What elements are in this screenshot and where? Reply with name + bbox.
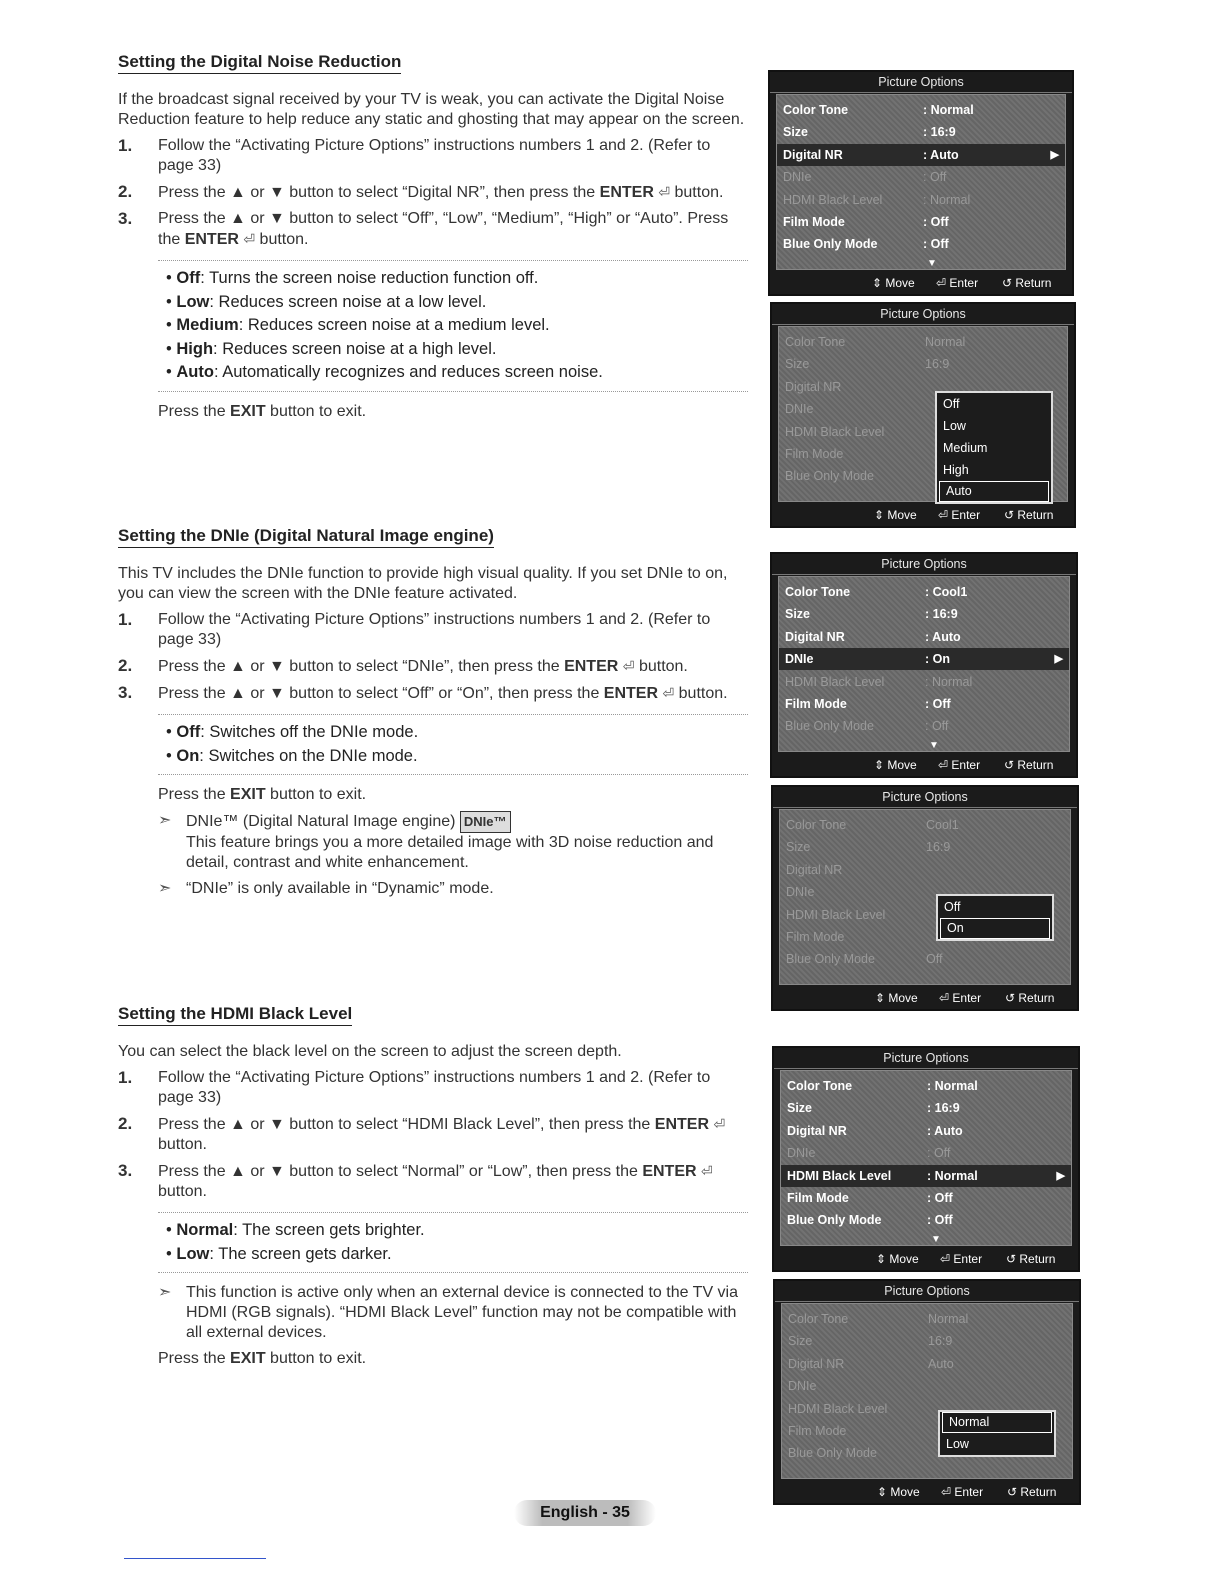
exit-instruction: Press the EXIT button to exit. [158, 402, 367, 420]
enter-hint: ⏎ Enter [938, 508, 981, 522]
osd-item-value: : Auto [923, 147, 959, 162]
osd-item-label: Film Mode [783, 215, 845, 229]
divider [124, 1558, 266, 1559]
osd-menu [781, 1303, 1073, 1479]
enter-icon: ⏎ [701, 1163, 713, 1179]
list-item: • High: Reduces screen noise at a high level. [166, 339, 497, 358]
enter-icon: ⏎ [658, 184, 671, 200]
step-1: 1. Follow the “Activating Picture Options” instructions numbers 1 and 2. (Refer to page 33) [118, 610, 711, 648]
osd-title: Picture Options [770, 72, 1072, 93]
osd-item-value: : 16:9 [927, 1101, 960, 1116]
enter-icon: ⏎ [662, 685, 675, 701]
list-item: • On: Switches on the DNIe mode. [166, 746, 418, 765]
osd-item-label: Digital NR [788, 1356, 845, 1371]
osd-item-label: Blue Only Mode [788, 1446, 877, 1461]
osd-menu-item[interactable] [782, 1375, 1072, 1397]
osd-menu-item[interactable] [782, 1353, 1072, 1375]
osd-item-label: Film Mode [785, 697, 847, 711]
osd-item-label: Color Tone [785, 585, 851, 599]
list-item: • Off: Switches off the DNIe mode. [166, 723, 419, 741]
osd-item-value: : Off [927, 1146, 951, 1161]
osd-item-label: Size [788, 1334, 813, 1349]
step-1: 1. Follow the “Activating Picture Options” instructions numbers 1 and 2. (Refer to page 33) [118, 1068, 711, 1106]
intro-text: This TV includes the DNIe function to provide high visual quality. If you set DNIe to on, you can view the screen with the DNIe feature activated. [118, 565, 728, 602]
osd-menu-item[interactable] [780, 948, 1070, 970]
osd-item-label: Digital NR [785, 379, 842, 394]
osd-item-value: : Normal [927, 1079, 978, 1093]
osd-item-value: Auto [928, 1356, 954, 1371]
step-3: 3. Press the ▲ or ▼ button to select “Normal” or “Low”, then press the ENTER ⏎ button. [118, 1161, 713, 1200]
note-arrow-icon: ➣ [158, 812, 172, 829]
osd-item-label: Blue Only Mode [787, 1213, 882, 1228]
osd-item-value: : Auto [927, 1123, 963, 1138]
osd-menu-item[interactable] [781, 1120, 1071, 1142]
osd-item-label: Film Mode [788, 1424, 847, 1438]
osd-item-label: DNIe [787, 1146, 816, 1161]
option-popup [936, 894, 1054, 941]
osd-item-label: HDMI Black Level [787, 1168, 892, 1183]
move-hint: ⇕ Move [875, 991, 918, 1005]
note-arrow-icon: ➣ [158, 880, 172, 897]
enter-hint: ⏎ Enter [939, 991, 982, 1005]
osd-item-label: Blue Only Mode [785, 719, 874, 734]
osd-item-value: Normal [925, 335, 966, 349]
picture-options-osd-1 [768, 70, 1074, 296]
osd-menu-item[interactable] [777, 211, 1065, 233]
osd-item-label: HDMI Black Level [786, 907, 886, 922]
move-hint: ⇕ Move [874, 508, 917, 522]
osd-title: Picture Options [774, 1048, 1078, 1069]
play-icon: ▶ [1056, 1169, 1065, 1182]
picture-options-osd-4 [771, 785, 1079, 1011]
osd-item-label: Film Mode [785, 447, 844, 461]
osd-item-value: 16:9 [928, 1334, 953, 1349]
intro-text: You can select the black level on the screen to adjust the screen depth. [118, 1043, 622, 1060]
osd-item-label: DNIe [786, 885, 815, 900]
osd-menu-item[interactable] [781, 1165, 1071, 1187]
osd-menu-item[interactable] [779, 715, 1069, 737]
popup-option[interactable]: Auto [939, 481, 1049, 502]
osd-item-value: Normal [928, 1312, 969, 1326]
enter-hint: ⏎ Enter [940, 1252, 983, 1266]
step-2: 2. Press the ▲ or ▼ button to select “DNIe”, then press the ENTER ⏎ button. [118, 656, 688, 675]
enter-icon: ⏎ [622, 658, 635, 674]
osd-menu [780, 1070, 1072, 1246]
osd-menu-item[interactable] [781, 1075, 1071, 1097]
section-title: Setting the DNIe (Digital Natural Image engine) [118, 526, 494, 548]
osd-footer [775, 1481, 1079, 1503]
osd-item-label: Blue Only Mode [786, 952, 875, 967]
osd-title: Picture Options [773, 787, 1077, 808]
osd-menu-item[interactable] [780, 836, 1070, 858]
osd-item-value: Cool1 [926, 818, 959, 832]
move-hint: ⇕ Move [876, 1252, 919, 1266]
step-1: 1. Follow the “Activating Picture Options” instructions numbers 1 and 2. (Refer to page 33) [118, 136, 711, 174]
osd-item-value: Off [926, 952, 943, 967]
osd-item-value: : On [925, 652, 950, 667]
osd-menu-item[interactable] [779, 671, 1069, 693]
option-popup [935, 391, 1053, 504]
move-hint: ⇕ Move [872, 276, 915, 290]
osd-item-label: Color Tone [783, 103, 849, 117]
note-arrow-icon: ➣ [158, 1284, 172, 1301]
note-hdmi: ➣ This function is active only when an external device is connected to the TV via HDMI (RGB signals). “HDMI Black Level” function may not be compatible with all external devices. [158, 1284, 739, 1341]
section-title: Setting the Digital Noise Reduction [118, 52, 401, 74]
osd-menu-item[interactable] [777, 189, 1065, 211]
osd-menu-item[interactable] [781, 1142, 1071, 1164]
list-item: • Normal: The screen gets brighter. [166, 1221, 425, 1239]
section-title: Setting the HDMI Black Level [118, 1004, 352, 1026]
osd-item-label: HDMI Black Level [785, 674, 885, 689]
osd-menu-item[interactable] [779, 581, 1069, 603]
osd-menu-item[interactable] [779, 693, 1069, 715]
option-list [158, 1212, 748, 1273]
popup-option[interactable]: Off [944, 900, 961, 914]
enter-hint: ⏎ Enter [941, 1485, 984, 1499]
return-hint: ↺ Return [1004, 508, 1054, 522]
section-digital-nr [118, 52, 748, 428]
osd-item-label: Color Tone [788, 1312, 849, 1326]
osd-menu [778, 326, 1068, 502]
move-hint: ⇕ Move [877, 1485, 920, 1499]
option-list [158, 714, 748, 775]
list-item: • Auto: Automatically recognizes and reduces screen noise. [166, 363, 603, 381]
osd-menu-item[interactable] [779, 353, 1067, 375]
osd-item-label: HDMI Black Level [788, 1401, 888, 1416]
osd-menu-item[interactable] [781, 1187, 1071, 1209]
osd-menu-item[interactable] [779, 648, 1069, 670]
osd-item-label: Digital NR [786, 862, 843, 877]
osd-menu [778, 576, 1070, 752]
osd-item-label: Size [786, 840, 811, 855]
osd-item-value: : Off [927, 1213, 953, 1228]
osd-menu-item[interactable] [777, 166, 1065, 188]
osd-item-label: Color Tone [787, 1079, 853, 1093]
return-hint: ↺ Return [1006, 1252, 1056, 1266]
return-hint: ↺ Return [1007, 1485, 1057, 1499]
osd-item-label: Digital NR [787, 1123, 847, 1138]
osd-item-value: : Auto [925, 629, 961, 644]
play-icon: ▶ [1050, 148, 1059, 161]
page-footer: English - 35 [514, 1500, 656, 1526]
return-hint: ↺ Return [1004, 758, 1054, 772]
list-item: • Low: Reduces screen noise at a low level. [166, 292, 487, 311]
osd-item-label: Blue Only Mode [783, 237, 878, 252]
osd-menu-item[interactable] [781, 1209, 1071, 1231]
return-hint: ↺ Return [1002, 276, 1052, 290]
osd-menu-item[interactable] [777, 121, 1065, 143]
scroll-down-icon: ▼ [929, 740, 939, 751]
osd-footer [773, 987, 1077, 1009]
list-item: • Low: The screen gets darker. [166, 1244, 392, 1263]
dnie-logo: DNIe™ [460, 811, 511, 833]
picture-options-osd-3 [770, 552, 1078, 778]
osd-menu-item[interactable] [779, 603, 1069, 625]
osd-menu-item[interactable] [780, 814, 1070, 836]
step-2: 2. Press the ▲ or ▼ button to select “HDMI Black Level”, then press the ENTER ⏎ button. [118, 1114, 726, 1153]
osd-item-value: : Off [925, 697, 951, 711]
osd-item-label: HDMI Black Level [783, 192, 883, 207]
list-item: • Off: Turns the screen noise reduction function off. [166, 269, 539, 287]
osd-footer [774, 1248, 1078, 1270]
osd-item-label: Color Tone [785, 335, 846, 349]
exit-instruction: Press the EXIT button to exit. [158, 1350, 367, 1367]
osd-item-value: : Off [923, 215, 949, 229]
osd-item-label: Film Mode [787, 1191, 849, 1205]
osd-item-value: : 16:9 [923, 125, 956, 140]
enter-icon: ⏎ [243, 231, 256, 247]
step-3: 3. Press the ▲ or ▼ button to select “Off”, “Low”, “Medium”, “High” or “Auto”. Press the ENTER ⏎ button. [118, 209, 729, 248]
popup-option[interactable]: Medium [943, 441, 988, 455]
osd-item-value: 16:9 [925, 357, 950, 372]
osd-item-value: : Normal [923, 192, 971, 207]
osd-menu-item[interactable] [777, 144, 1065, 166]
osd-item-value: : Off [923, 170, 947, 185]
option-popup [938, 1410, 1056, 1457]
osd-menu-item[interactable] [777, 99, 1065, 121]
osd-menu-item[interactable] [780, 859, 1070, 881]
osd-item-label: Blue Only Mode [785, 469, 874, 484]
osd-item-label: Digital NR [785, 629, 845, 644]
osd-item-label: Size [785, 607, 811, 622]
osd-item-value: : Normal [923, 103, 974, 117]
osd-menu [779, 809, 1071, 985]
osd-item-label: DNIe [785, 402, 814, 417]
osd-item-label: Color Tone [786, 818, 847, 832]
return-hint: ↺ Return [1005, 991, 1055, 1005]
osd-item-label: DNIe [785, 652, 814, 667]
picture-options-osd-2 [770, 302, 1076, 528]
move-hint: ⇕ Move [874, 758, 917, 772]
osd-footer [772, 504, 1074, 526]
scroll-down-icon: ▼ [931, 1234, 941, 1245]
osd-item-value: : Normal [927, 1168, 978, 1183]
osd-item-label: HDMI Black Level [785, 424, 885, 439]
osd-footer [770, 272, 1072, 294]
note-dnie: ➣ DNIe™ (Digital Natural Image engine) DNIe™ This feature brings you a more detailed image with 3D noise reduction and detail, contrast and white enhancement. [158, 812, 714, 871]
osd-menu-item[interactable] [781, 1097, 1071, 1119]
popup-option[interactable]: Low [943, 419, 966, 433]
osd-item-value: : Off [927, 1191, 953, 1205]
list-item: • Medium: Reduces screen noise at a medium level. [166, 316, 550, 334]
osd-title: Picture Options [772, 554, 1076, 575]
exit-instruction: Press the EXIT button to exit. [158, 786, 367, 803]
picture-options-osd-5 [772, 1046, 1080, 1272]
popup-option[interactable]: Off [943, 397, 960, 411]
osd-menu-item[interactable] [779, 331, 1067, 353]
osd-item-value: : Off [925, 719, 949, 734]
osd-item-value: : 16:9 [925, 607, 958, 622]
enter-hint: ⏎ Enter [936, 276, 979, 290]
osd-item-label: Digital NR [783, 147, 843, 162]
popup-option[interactable]: Normal [942, 1412, 1052, 1433]
osd-menu-item[interactable] [782, 1308, 1072, 1330]
osd-item-label: Size [787, 1101, 813, 1116]
note-dynamic: ➣ “DNIe” is only available in “Dynamic” mode. [158, 880, 494, 897]
play-icon: ▶ [1054, 653, 1063, 666]
scroll-down-icon: ▼ [927, 258, 937, 269]
step-2: 2. Press the ▲ or ▼ button to select “Digital NR”, then press the ENTER ⏎ button. [118, 182, 724, 201]
option-list [158, 260, 748, 392]
section-dnie [118, 526, 748, 905]
osd-title: Picture Options [775, 1281, 1079, 1302]
osd-item-label: Size [785, 357, 810, 372]
osd-item-value: : Cool1 [925, 585, 968, 599]
step-3: 3. Press the ▲ or ▼ button to select “Off” or “On”, then press the ENTER ⏎ button. [118, 683, 728, 702]
osd-item-value: 16:9 [926, 840, 951, 855]
osd-footer [772, 754, 1076, 776]
osd-item-value: : Off [923, 237, 949, 252]
osd-menu-item[interactable] [782, 1330, 1072, 1352]
osd-item-label: Film Mode [786, 930, 845, 944]
osd-item-label: DNIe [788, 1379, 817, 1394]
popup-option[interactable]: High [943, 463, 969, 477]
osd-title: Picture Options [772, 304, 1074, 325]
osd-menu [776, 94, 1066, 270]
enter-icon: ⏎ [713, 1116, 726, 1132]
osd-item-label: DNIe [783, 170, 812, 185]
osd-menu-item[interactable] [777, 233, 1065, 255]
osd-item-label: Size [783, 125, 809, 140]
osd-menu-item[interactable] [779, 626, 1069, 648]
popup-option[interactable]: Low [946, 1437, 969, 1451]
picture-options-osd-6 [773, 1279, 1081, 1505]
osd-item-value: : Normal [925, 674, 973, 689]
section-hdmi [118, 1004, 748, 1375]
enter-hint: ⏎ Enter [938, 758, 981, 772]
intro-text: If the broadcast signal received by your TV is weak, you can activate the Digital Noise Reduction feature to help reduce any static and ghosting that may appear on the screen. [118, 91, 745, 128]
popup-option[interactable]: On [940, 918, 1050, 939]
